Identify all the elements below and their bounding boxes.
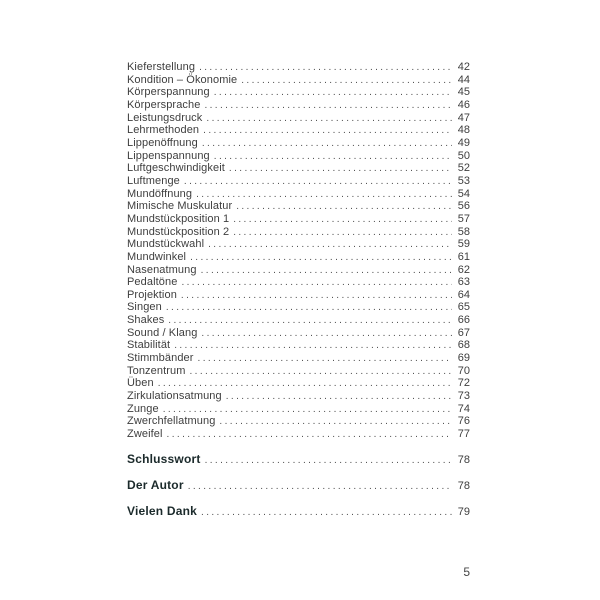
toc-entry-label: Körperspannung xyxy=(127,86,210,99)
dot-leader xyxy=(188,479,452,494)
toc-entry-label: Kieferstellung xyxy=(127,61,196,73)
toc-entry-page: 77 xyxy=(457,428,470,441)
toc-entry-label: Leistungsdruck xyxy=(127,111,203,124)
toc-entry-label: Vielen Dank xyxy=(127,503,198,518)
toc-entry xyxy=(127,112,470,125)
toc-entry xyxy=(127,377,470,390)
toc-entry-page: 78 xyxy=(457,479,470,492)
toc-entry xyxy=(127,124,470,137)
toc-entry-page: 66 xyxy=(457,314,470,327)
toc-entry xyxy=(127,339,470,352)
toc-entry-label: Mundöffnung xyxy=(127,187,193,200)
toc-entry-label: Mimische Muskulatur xyxy=(127,200,233,213)
dot-leader xyxy=(214,151,452,164)
toc-entry-page: 67 xyxy=(457,326,470,339)
toc-entry xyxy=(127,61,470,74)
toc-entry xyxy=(127,452,470,467)
toc-entry-label: Lehrmethoden xyxy=(127,124,200,137)
dot-leader xyxy=(241,75,452,88)
dot-leader xyxy=(205,453,452,468)
toc-entry-page: 79 xyxy=(457,505,470,518)
toc-entry xyxy=(127,264,470,277)
page-number: 5 xyxy=(463,565,470,579)
toc-entry-page: 52 xyxy=(457,162,470,175)
toc-entry-page: 73 xyxy=(457,390,470,403)
toc-entry xyxy=(127,301,470,314)
toc-entry-page: 65 xyxy=(457,301,470,314)
toc-entry-page: 62 xyxy=(457,263,470,276)
toc-entry-page: 54 xyxy=(457,187,470,200)
toc-entry-label: Mundstückposition 2 xyxy=(127,225,230,238)
dot-leader xyxy=(206,113,452,126)
dot-leader xyxy=(233,214,452,227)
dot-leader xyxy=(203,125,452,138)
toc-entry-page: 44 xyxy=(457,73,470,86)
dot-leader xyxy=(184,176,452,189)
toc-entry-label: Kondition – Ökonomie xyxy=(127,73,238,86)
dot-leader xyxy=(233,227,452,240)
toc-entry xyxy=(127,188,470,201)
toc-entry xyxy=(127,175,470,188)
toc-entry xyxy=(127,251,470,264)
toc-entry-label: Luftmenge xyxy=(127,174,180,187)
dot-leader xyxy=(201,505,452,520)
toc-entry xyxy=(127,314,470,327)
toc-entry-label: Zweifel xyxy=(127,428,163,441)
dot-leader xyxy=(201,328,452,341)
toc-entry-page: 63 xyxy=(457,276,470,289)
toc-entry xyxy=(127,415,470,428)
dot-leader xyxy=(236,201,452,214)
dot-leader xyxy=(174,340,452,353)
toc-entry xyxy=(127,365,470,378)
toc-entry xyxy=(127,74,470,87)
toc-entry-label: Singen xyxy=(127,301,162,314)
toc-entry-page: 64 xyxy=(457,288,470,301)
toc-entry xyxy=(127,99,470,112)
dot-leader xyxy=(202,138,452,151)
toc-entry-label: Projektion xyxy=(127,288,177,301)
toc-entry-label: Luftgeschwindigkeit xyxy=(127,162,225,175)
toc-entry-label: Zwerchfellatmung xyxy=(127,415,216,428)
toc-entry-page: 57 xyxy=(457,212,470,225)
dot-leader xyxy=(214,87,452,100)
toc-entry-label: Mundstückposition 1 xyxy=(127,212,230,225)
dot-leader xyxy=(201,265,452,278)
toc-entry-page: 47 xyxy=(457,111,470,124)
dot-leader xyxy=(208,239,452,252)
toc-entry xyxy=(127,226,470,239)
toc-entry xyxy=(127,200,470,213)
toc-entry-label: Stimmbänder xyxy=(127,352,194,365)
toc-entry-label: Tonzentrum xyxy=(127,364,186,377)
toc-entry xyxy=(127,150,470,163)
toc-entry-page: 61 xyxy=(457,250,470,263)
toc-entry-label: Pedaltöne xyxy=(127,276,178,289)
toc-entry-page: 53 xyxy=(457,174,470,187)
toc-entry xyxy=(127,352,470,365)
toc-list xyxy=(127,61,470,519)
toc-entry xyxy=(127,137,470,150)
toc-entry-label: Mundwinkel xyxy=(127,250,187,263)
toc-entry-page: 45 xyxy=(457,86,470,99)
toc-entry-label: Zunge xyxy=(127,402,159,415)
toc-entry xyxy=(127,403,470,416)
toc-entry-label: Mundstückwahl xyxy=(127,238,205,251)
toc-entry-label: Lippenöffnung xyxy=(127,136,198,149)
dot-leader xyxy=(219,416,452,429)
dot-leader xyxy=(166,302,452,315)
toc-entry xyxy=(127,238,470,251)
toc-entry-page: 76 xyxy=(457,415,470,428)
toc-entry-page: 74 xyxy=(457,402,470,415)
dot-leader xyxy=(198,353,452,366)
dot-leader xyxy=(189,366,452,379)
dot-leader xyxy=(181,290,452,303)
toc-entry xyxy=(127,478,470,493)
toc-entry-page: 46 xyxy=(457,98,470,111)
dot-leader xyxy=(229,163,452,176)
toc-entry-page: 58 xyxy=(457,225,470,238)
toc-entry-label: Körpersprache xyxy=(127,98,201,111)
toc-entry xyxy=(127,390,470,403)
dot-leader xyxy=(190,252,452,265)
dot-leader xyxy=(167,429,452,442)
toc-entry-page: 70 xyxy=(457,364,470,377)
toc-entry-page: 56 xyxy=(457,200,470,213)
toc-entry-label: Nasenatmung xyxy=(127,263,197,276)
dot-leader xyxy=(196,189,452,202)
toc-entry-page: 50 xyxy=(457,149,470,162)
toc-entry-label: Lippenspannung xyxy=(127,149,210,162)
toc-entry-label: Zirkulationsatmung xyxy=(127,390,222,403)
dot-leader xyxy=(226,391,452,404)
dot-leader xyxy=(204,100,452,113)
toc-entry xyxy=(127,289,470,302)
toc-entry xyxy=(127,327,470,340)
toc-entry-page: 78 xyxy=(457,453,470,466)
toc-entry xyxy=(127,162,470,175)
toc-entry-page: 72 xyxy=(457,377,470,390)
toc-entry xyxy=(127,504,470,519)
toc-entry xyxy=(127,428,470,441)
toc-entry-label: Der Autor xyxy=(127,477,184,492)
toc-entry xyxy=(127,276,470,289)
toc-entry-label: Stabilität xyxy=(127,339,171,352)
dot-leader xyxy=(168,315,452,328)
toc-entry xyxy=(127,213,470,226)
toc-entry-label: Üben xyxy=(127,377,154,390)
toc-entry-label: Sound / Klang xyxy=(127,326,198,339)
toc-entry xyxy=(127,86,470,99)
dot-leader xyxy=(181,277,452,290)
toc-entry-label: Schlusswort xyxy=(127,451,201,466)
toc-entry-page: 59 xyxy=(457,238,470,251)
toc-entry-page: 48 xyxy=(457,124,470,137)
toc-entry-page: 69 xyxy=(457,352,470,365)
toc-entry-page: 49 xyxy=(457,136,470,149)
toc-entry-page: 68 xyxy=(457,339,470,352)
toc-entry-page: 42 xyxy=(457,61,470,73)
toc-entry-label: Shakes xyxy=(127,314,165,327)
